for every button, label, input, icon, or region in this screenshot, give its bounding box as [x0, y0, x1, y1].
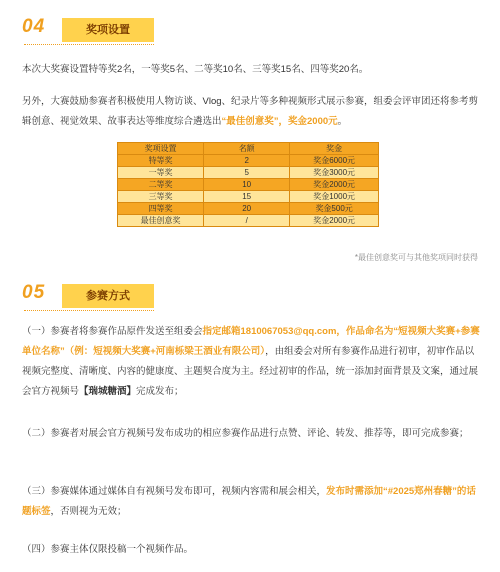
section-number: 04: [22, 16, 46, 37]
best-creative-paragraph: [22, 92, 480, 132]
paragraph-end: 。: [337, 116, 348, 127]
rule-text: （三）参赛媒体通过媒体自有视频号发布即可，视频内容需和展会相关，: [22, 486, 327, 497]
table-row: [118, 155, 379, 167]
table-cell: 奖金3000元: [290, 167, 379, 179]
section-header-participation: [22, 282, 162, 310]
table-cell: 5: [204, 167, 290, 179]
table-row: [118, 167, 379, 179]
highlight-text: 指定邮箱1810067053@qq.com，作品命名为“短视频大奖赛+参赛单位名称”（例：短视频大奖赛+河南栎梁王酒业有限公司）: [22, 326, 480, 357]
table-cell: 三等奖: [118, 191, 204, 203]
rule-text: 完成发布；: [136, 386, 184, 397]
rule-text: （一）参赛者将参赛作品原件发送至组委会: [22, 326, 203, 337]
rule-item-2: （二）参赛者对展会官方视频号发布成功的相应参赛作品进行点赞、评论、转发、推荐等，即可完成参赛；: [22, 428, 469, 439]
channel-name: 【瑞城糖酒】: [79, 386, 137, 397]
footnote: *最佳创意奖可与其他奖项同时获得: [354, 253, 478, 262]
rule-item-3: [22, 482, 480, 522]
highlight-text: 发布时需添加“#2025郑州春糖”的话题标签: [22, 486, 476, 517]
table-cell: 10: [204, 179, 290, 191]
awards-table: [117, 142, 379, 227]
table-cell: 15: [204, 191, 290, 203]
section-title: 参赛方式: [86, 290, 130, 302]
rule-text: ，由组委会对所有参赛作品进行初审，初审作品以视频完整度、清晰度、内容的健康度、主题契合度为主。经过初审的作品，统一添加封面背景及文案，通过展会官方视频号: [22, 346, 479, 397]
paragraph-text: 另外，大赛鼓励参赛者积极使用人物访谈、Vlog、纪录片等多种视频形式展示参赛，组委会评审团还将参考剪辑创意、视觉效果、故事表达等维度综合遴选出: [22, 96, 479, 127]
highlight-text: “最佳创意奖”，奖金2000元: [221, 116, 338, 127]
table-header-row: [118, 143, 379, 155]
section-header-awards: [22, 16, 162, 44]
table-cell: 二等奖: [118, 179, 204, 191]
table-row: [118, 215, 379, 227]
intro-paragraph: 本次大奖赛设置特等奖2名，一等奖5名、二等奖10名、三等奖15名、四等奖20名。: [22, 64, 369, 75]
section-number: 05: [22, 282, 46, 303]
table-row: [118, 203, 379, 215]
table-cell: 奖金500元: [290, 203, 379, 215]
rule-text: ，否则视为无效；: [50, 506, 127, 517]
table-cell: 四等奖: [118, 203, 204, 215]
table-cell: 奖金2000元: [290, 179, 379, 191]
table-cell: 一等奖: [118, 167, 204, 179]
table-cell: 奖金6000元: [290, 155, 379, 167]
table-header: 奖项设置: [118, 143, 204, 155]
table-cell: /: [204, 215, 290, 227]
section-divider: [24, 44, 154, 45]
table-row: [118, 191, 379, 203]
table-header: 名额: [204, 143, 290, 155]
table-cell: 奖金2000元: [290, 215, 379, 227]
table-cell: 20: [204, 203, 290, 215]
rule-item-1: [22, 322, 480, 402]
rule-item-4: （四）参赛主体仅限投稿一个视频作品。: [22, 544, 194, 555]
table-cell: 奖金1000元: [290, 191, 379, 203]
section-divider: [24, 310, 154, 311]
table-cell: 2: [204, 155, 290, 167]
table-row: [118, 179, 379, 191]
table-cell: 最佳创意奖: [118, 215, 204, 227]
table-header: 奖金: [290, 143, 379, 155]
section-title: 奖项设置: [86, 24, 130, 36]
table-cell: 特等奖: [118, 155, 204, 167]
